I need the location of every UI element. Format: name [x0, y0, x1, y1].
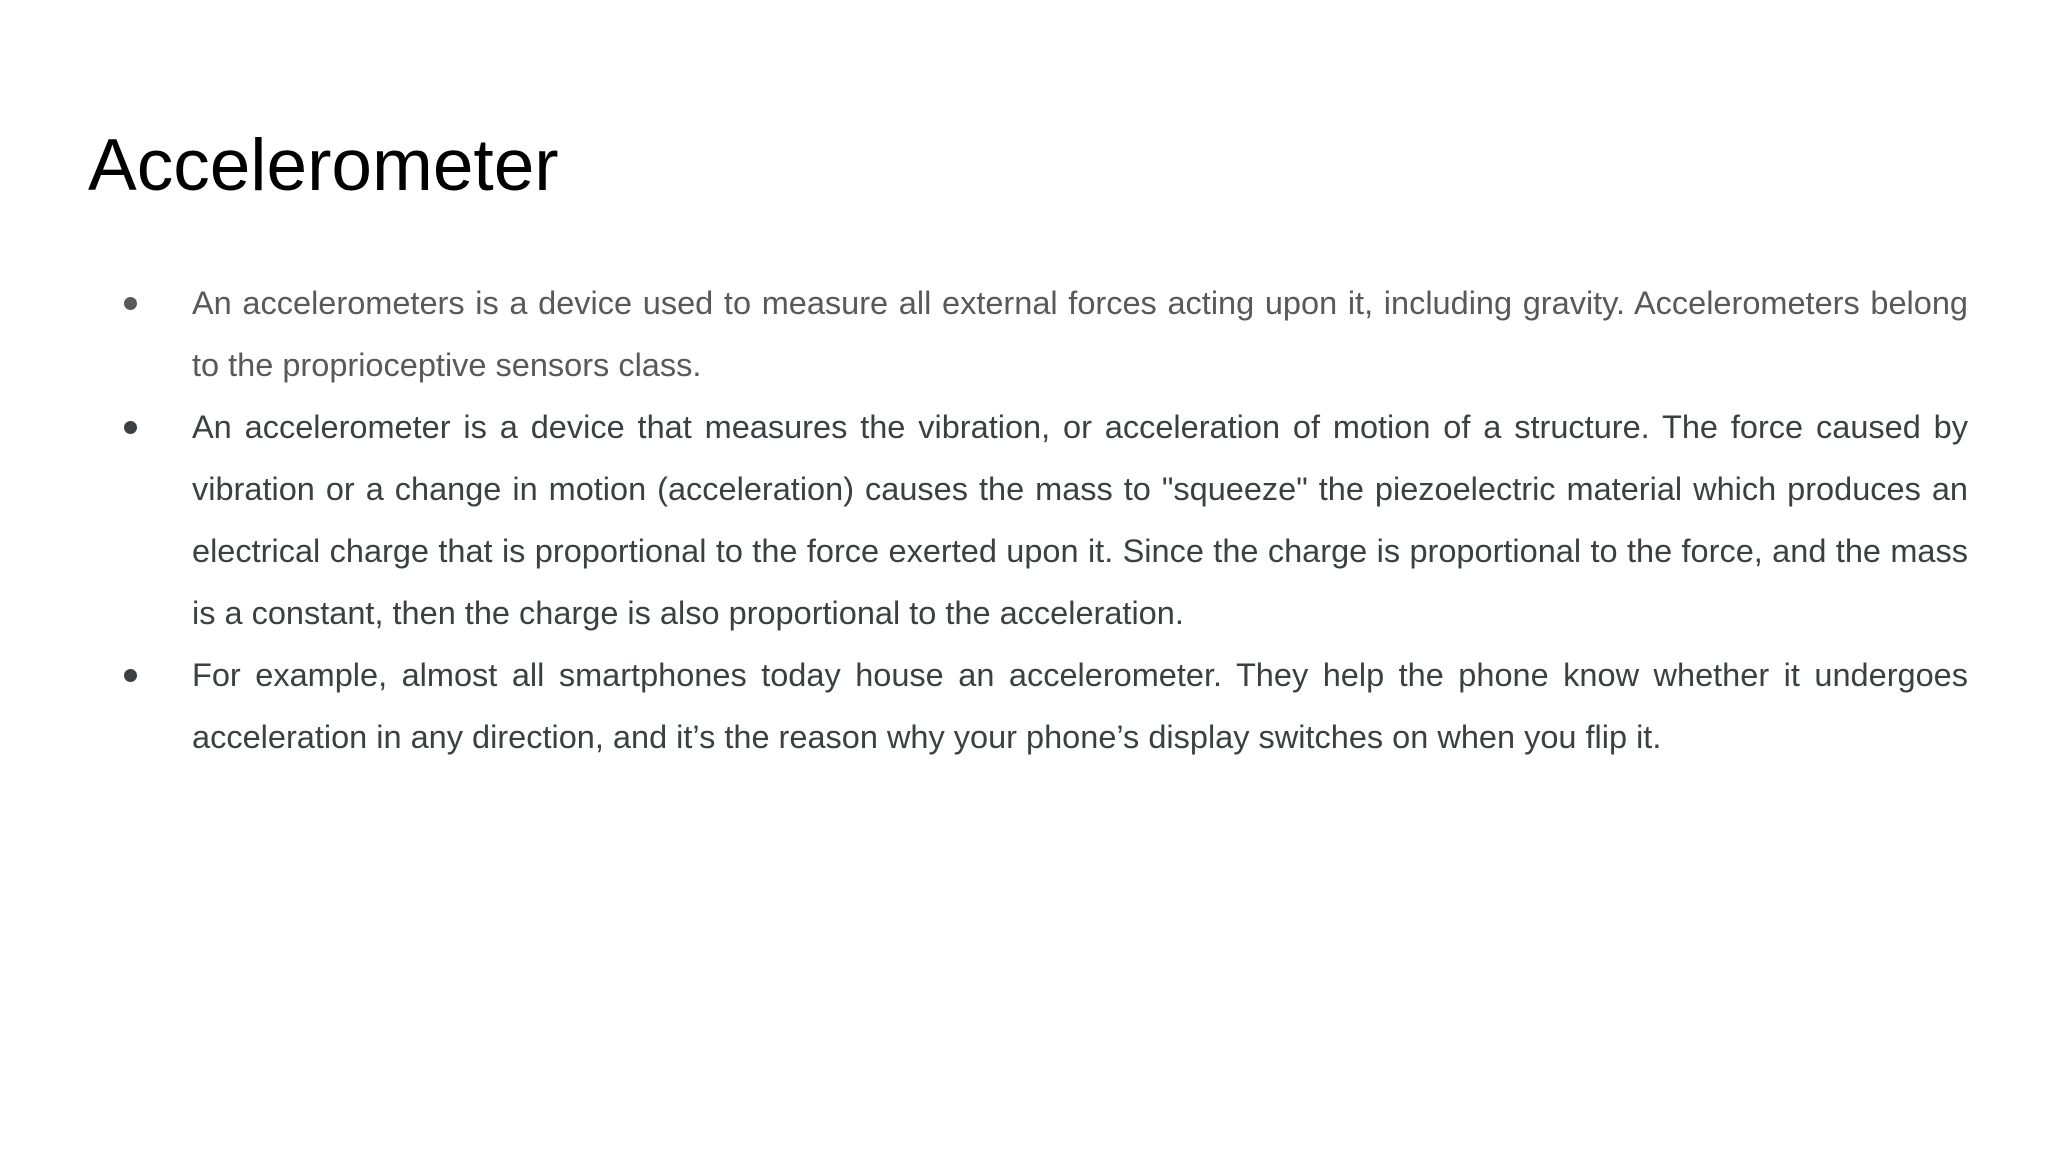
bullet-dot-icon	[124, 669, 137, 682]
bullet-text: An accelerometer is a device that measures the vibration, or acceleration of motion of a structure. The force caused by vibration or a change in motion (acceleration) causes the mass to "squeeze" the piezoelectric material which produces an electrical charge that is proportional to the force exerted upon it. Since the charge is proportional to the force, and the mass is a constant, then the charge is also proportional to the acceleration.	[192, 409, 1968, 631]
bullet-list	[118, 272, 1968, 768]
bullet-dot-icon	[124, 421, 137, 434]
bullet-text: For example, almost all smartphones today house an accelerometer. They help the phone know whether it undergoes acceleration in any direction, and it’s the reason why your phone’s display switches on when you flip it.	[192, 657, 1968, 755]
slide-title: Accelerometer	[88, 125, 559, 206]
bullet-item	[118, 396, 1968, 644]
bullet-item	[118, 272, 1968, 396]
bullet-text: An accelerometers is a device used to measure all external forces acting upon it, including gravity. Accelerometers belong to the proprioceptive sensors class.	[192, 285, 1968, 383]
bullet-item	[118, 644, 1968, 768]
bullet-dot-icon	[124, 297, 137, 310]
